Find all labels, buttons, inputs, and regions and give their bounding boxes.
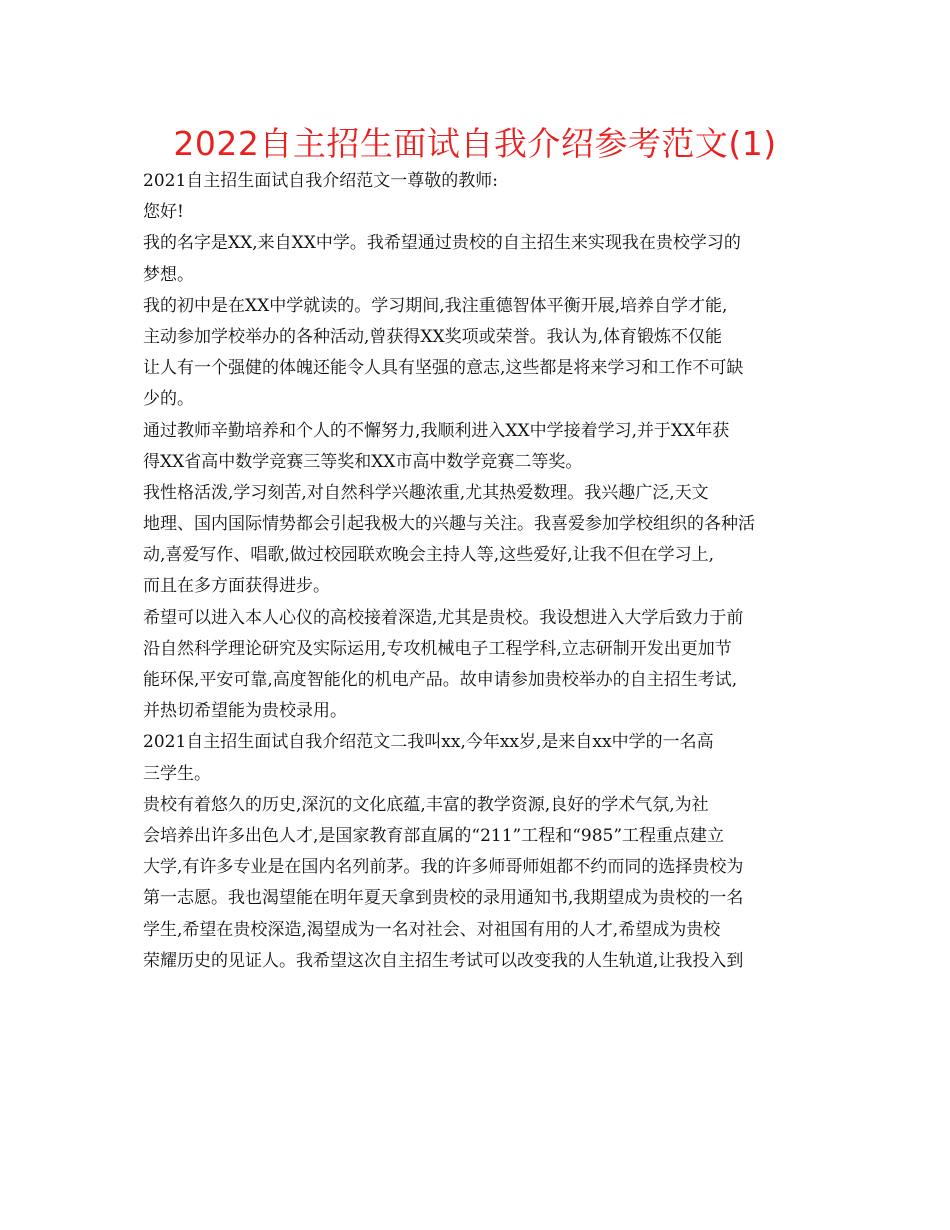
body-line: 地理、国内国际情势都会引起我极大的兴趣与关注。我喜爱参加学校组织的各种活	[143, 514, 755, 535]
body-line: 贵校有着悠久的历史,深沉的文化底蕴,丰富的教学资源,良好的学术气氛,为社	[143, 794, 709, 815]
body-line: 而且在多方面获得进步。	[143, 576, 330, 597]
document-title: 2022自主招生面试自我介绍参考范文(1)	[173, 124, 777, 163]
body-line: 您好!	[143, 202, 184, 223]
body-line: 少的。	[143, 389, 194, 410]
body-line: 2021自主招生面试自我介绍范文一尊敬的教师:	[143, 171, 498, 191]
body-line: 得XX省高中数学竞赛三等奖和XX市高中数学竞赛二等奖。	[143, 451, 583, 472]
body-line: 动,喜爱写作、唱歌,做过校园联欢晚会主持人等,这些爱好,让我不但在学习上,	[143, 545, 715, 566]
body-line: 让人有一个强健的体魄还能令人具有坚强的意志,这些都是将来学习和工作不可缺	[143, 358, 744, 379]
body-line: 并热切希望能为贵校录用。	[143, 701, 347, 722]
body-line: 沿自然科学理论研究及实际运用,专攻机械电子工程学科,立志研制开发出更加节	[143, 638, 732, 659]
body-line: 我的名字是XX,来自XX中学。我希望通过贵校的自主招生来实现我在贵校学习的	[143, 233, 741, 254]
body-line: 学生,希望在贵校深造,渴望成为一名对社会、对祖国有用的人才,希望成为贵校	[143, 919, 721, 940]
body-line: 希望可以进入本人心仪的高校接着深造,尤其是贵校。我设想进入大学后致力于前	[143, 607, 744, 628]
document-body	[143, 166, 823, 977]
body-line: 梦想。	[143, 264, 194, 285]
body-line: 我的初中是在XX中学就读的。学习期间,我注重德智体平衡开展,培养自学才能,	[143, 295, 728, 316]
body-line: 荣耀历史的见证人。我希望这次自主招生考试可以改变我的人生轨道,让我投入到	[143, 950, 744, 971]
body-line: 第一志愿。我也渴望能在明年夏天拿到贵校的录用通知书,我期望成为贵校的一名	[143, 888, 744, 909]
body-line: 我性格活泼,学习刻苦,对自然科学兴趣浓重,尤其热爱数理。我兴趣广泛,天文	[143, 482, 709, 503]
body-line: 通过教师辛勤培养和个人的不懈努力,我顺利进入XX中学接着学习,并于XX年获	[143, 420, 730, 441]
body-line: 2021自主招生面试自我介绍范文二我叫xx,今年xx岁,是来自xx中学的一名高	[143, 732, 714, 753]
body-line: 大学,有许多专业是在国内名列前茅。我的许多师哥师姐都不约而同的选择贵校为	[143, 857, 744, 878]
body-line: 三学生。	[143, 763, 211, 784]
body-line: 会培养出许多出色人才,是国家教育部直属的“211”工程和“985”工程重点建立	[143, 825, 725, 846]
body-line: 主动参加学校举办的各种活动,曾获得XX奖项或荣誉。我认为,体育锻炼不仅能	[143, 326, 723, 347]
body-line: 能环保,平安可靠,高度智能化的机电产品。故申请参加贵校举办的自主招生考试,	[143, 670, 738, 690]
